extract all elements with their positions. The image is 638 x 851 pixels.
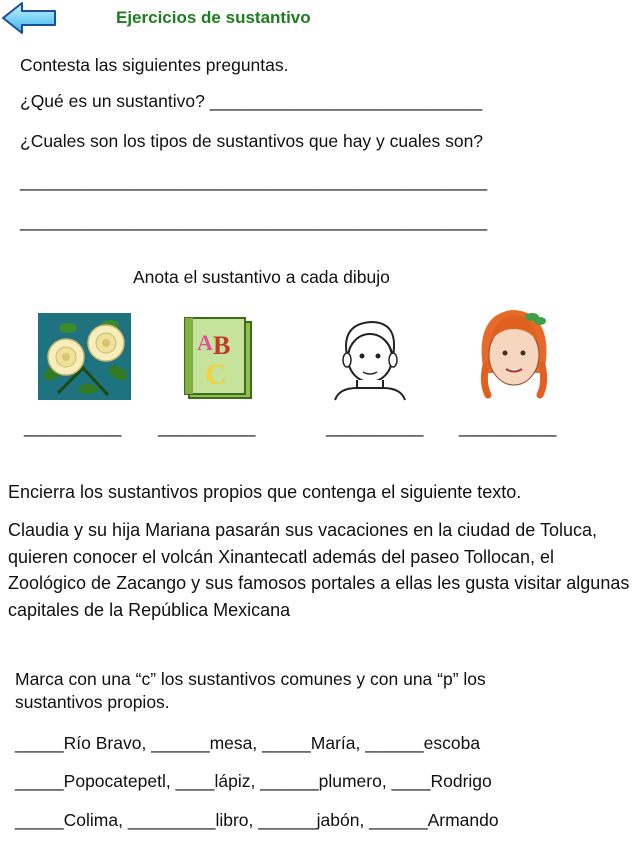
- answer-line-1: ________________________________________________: [20, 171, 488, 191]
- svg-text:C: C: [205, 358, 227, 391]
- roses-picture: [38, 313, 131, 400]
- classify-row: _____Popocatepetl, ____lápiz, ______plumero, ____Rodrigo: [15, 771, 492, 791]
- page-title: Ejercicios de sustantivo: [116, 8, 311, 27]
- proper-nouns-paragraph: Claudia y su hija Mariana pasarán sus vacaciones en la ciudad de Toluca, quieren conocer el volcán Xinantecatl además del paseo Tollocan, el Zoológico de Zacango y sus famosos portales a ellas les gusta visitar algunas capitales de la República Mexicana: [8, 520, 630, 620]
- question-what-is-noun: ¿Qué es un sustantivo? ____________________________: [20, 91, 483, 111]
- boy-face-picture: [327, 316, 412, 401]
- girl-face-picture: [474, 303, 554, 400]
- svg-text:B: B: [213, 331, 231, 360]
- picture-instruction: Anota el sustantivo a cada dibujo: [133, 267, 390, 287]
- classify-instruction-line-1: Marca con una “c” los sustantivos comunes y con una “p” los: [15, 669, 486, 689]
- picture-answer-blank: __________: [326, 417, 424, 437]
- back-arrow-icon: [0, 0, 58, 36]
- picture-answer-blank: __________: [24, 417, 122, 437]
- classify-row: _____Colima, _________libro, ______jabón, ______Armando: [15, 810, 499, 830]
- questions-instruction: Contesta las siguientes preguntas.: [20, 55, 289, 75]
- back-button[interactable]: [0, 0, 58, 36]
- svg-text:A: A: [197, 330, 213, 355]
- answer-line-2: ________________________________________________: [20, 211, 488, 231]
- classify-instruction-line-2: sustantivos propios.: [15, 692, 170, 712]
- proper-nouns-instruction: Encierra los sustantivos propios que contenga el siguiente texto.: [8, 482, 522, 502]
- classify-row: _____Río Bravo, ______mesa, _____María, ______escoba: [15, 733, 481, 753]
- picture-answer-blank: __________: [158, 417, 256, 437]
- question-noun-types: ¿Cuales son los tipos de sustantivos que hay y cuales son?: [20, 131, 484, 151]
- picture-answer-blank: __________: [459, 417, 557, 437]
- abc-book-picture: [183, 316, 253, 400]
